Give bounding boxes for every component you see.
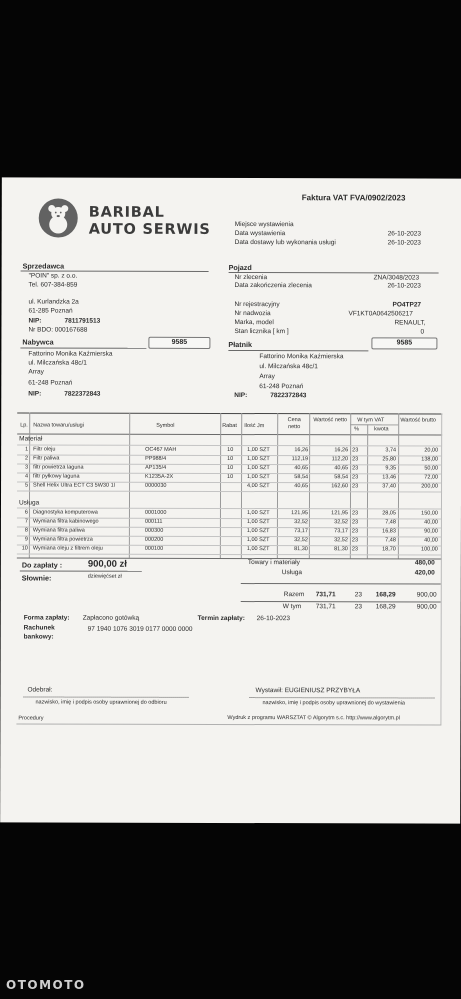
make-label: Marka, model bbox=[234, 319, 274, 327]
issue-date-value: 26-10-2023 bbox=[387, 230, 421, 238]
buyer-city: 61-248 Poznań bbox=[28, 379, 73, 387]
buyer-street: ul. Milczańska 48c/1 bbox=[28, 359, 87, 367]
recipient-label: Odebrał: bbox=[27, 686, 53, 694]
brand-name-line1: BARIBAL bbox=[88, 204, 165, 221]
cell-price: 73,17 bbox=[294, 528, 308, 535]
cell-symbol: 000200 bbox=[144, 536, 164, 543]
cell-name: Wymiana oleju z filtrem oleju bbox=[32, 545, 103, 552]
odometer-label: Stan licznika [ km ] bbox=[234, 328, 289, 336]
cell-pct: 23 bbox=[352, 456, 359, 463]
cell-qty: 4,00 SZT bbox=[247, 483, 270, 490]
buyer-nip-label: NIP: bbox=[28, 390, 42, 398]
words-label: Słownie: bbox=[21, 573, 52, 583]
payer-name: Fattorino Monika Kaźmierska bbox=[259, 353, 344, 361]
cell-symbol: OC467 MAH bbox=[145, 446, 177, 453]
cell-amt: 16,83 bbox=[382, 528, 396, 535]
cell-lp: 7 bbox=[24, 518, 28, 525]
odometer-value: 0 bbox=[420, 328, 425, 336]
cell-amt: 25,80 bbox=[382, 456, 397, 463]
cell-symbol: 000100 bbox=[144, 545, 164, 552]
cell-pct: 23 bbox=[352, 447, 359, 454]
payer-heading: Płatnik bbox=[228, 339, 252, 350]
cell-amt: 37,40 bbox=[382, 483, 397, 490]
completion-label: Data zakończenia zlecenia bbox=[234, 282, 312, 290]
cell-amt: 7,48 bbox=[385, 537, 396, 544]
cell-qty: 1,00 SZT bbox=[247, 474, 270, 481]
due-value: 900,00 zł bbox=[87, 558, 127, 570]
invoice-title: Faktura VAT FVA/0902/2023 bbox=[301, 193, 406, 203]
cell-rabat: 10 bbox=[227, 473, 234, 481]
issuer-note: nazwisko, imię i podpis osoby uprawnionej do wystawienia bbox=[262, 700, 405, 707]
cell-lp: 8 bbox=[24, 527, 28, 534]
cell-symbol: AP135/4 bbox=[145, 464, 167, 471]
col-vat: W tym VAT bbox=[357, 417, 385, 424]
bear-logo-icon bbox=[39, 198, 78, 237]
seller-name: "POIN" sp. z o.o. bbox=[28, 272, 78, 280]
buyer-heading: Nabywca bbox=[22, 337, 54, 347]
cell-pct: 23 bbox=[351, 510, 359, 517]
col-lp: Lp. bbox=[20, 422, 28, 429]
payer-nip-label: NIP: bbox=[234, 392, 248, 400]
service-total-value: 420,00 bbox=[414, 569, 435, 577]
cell-name: filtr powietrza laguna bbox=[33, 464, 84, 471]
place-label: Miejsce wystawienia bbox=[234, 221, 294, 229]
cell-name: Filtr oleju bbox=[33, 446, 56, 453]
cell-pct: 23 bbox=[351, 519, 359, 526]
buyer-name: Fattorino Monika Kaźmierska bbox=[28, 350, 113, 358]
issue-date-label: Data wystawienia bbox=[234, 230, 286, 238]
payment-term-label: Termin zapłaty: bbox=[197, 614, 245, 623]
cell-rabat: 10 bbox=[227, 464, 234, 472]
cell-qty: 1,00 SZT bbox=[246, 510, 270, 517]
cell-value: 16,26 bbox=[334, 447, 349, 454]
seller-street: ul. Kurlandzka 2a bbox=[28, 298, 79, 306]
sum-net: 731,71 bbox=[315, 591, 336, 599]
cell-price: 40,65 bbox=[294, 465, 309, 472]
cell-gross: 40,00 bbox=[424, 537, 438, 544]
cell-qty: 1,00 SZT bbox=[246, 546, 270, 553]
vin-value: VF1KT0A0642506217 bbox=[348, 310, 413, 318]
payment-term-value: 26-10-2023 bbox=[256, 615, 290, 623]
sum-gross: 900,00 bbox=[416, 591, 437, 599]
cell-price: 40,65 bbox=[294, 483, 309, 490]
sum-vat: 168,29 bbox=[375, 591, 396, 599]
cell-value: 40,65 bbox=[334, 465, 349, 472]
cell-name: Diagnostyka komputerowa bbox=[32, 509, 98, 516]
cell-symbol: PP988/4 bbox=[145, 455, 167, 462]
cell-lp: 3 bbox=[25, 464, 29, 471]
cell-symbol: 000111 bbox=[144, 518, 163, 525]
vin-label: Nr nadwozia bbox=[234, 310, 271, 318]
cell-gross: 20,00 bbox=[424, 447, 439, 454]
col-name: Nazwa towaru/usługi bbox=[33, 422, 84, 429]
cell-amt: 28,05 bbox=[382, 510, 396, 517]
cell-symbol: 0000030 bbox=[145, 482, 167, 489]
table-row-divider bbox=[17, 490, 441, 492]
cell-lp: 6 bbox=[24, 509, 28, 516]
goods-total-value: 480,00 bbox=[414, 559, 435, 567]
materials-section-label: Materiał bbox=[19, 435, 43, 443]
cell-price: 58,54 bbox=[294, 474, 309, 481]
incl-vat: 168,29 bbox=[375, 603, 396, 611]
cell-price: 16,26 bbox=[294, 447, 309, 454]
col-price: Cena netto bbox=[287, 417, 301, 431]
payer-city: 61-248 Poznań bbox=[259, 383, 304, 391]
cell-name: Wymiana filtra kabinowego bbox=[32, 518, 99, 525]
cell-value: 162,60 bbox=[331, 483, 349, 490]
goods-total-label: Towary i materiały bbox=[247, 559, 300, 567]
cell-price: 121,95 bbox=[291, 510, 308, 517]
col-vat-amt: kwota bbox=[374, 426, 389, 433]
cell-qty: 1,00 SZT bbox=[247, 456, 270, 463]
due-label: Do zapłaty : bbox=[21, 560, 63, 570]
completion-value: 26-10-2023 bbox=[387, 282, 421, 290]
cell-value: 58,54 bbox=[334, 474, 349, 481]
cell-name: Wymiana filtra powietrza bbox=[32, 536, 93, 543]
payer-street: ul. Milczańska 48c/1 bbox=[259, 363, 318, 371]
payer-code: 9585 bbox=[371, 337, 437, 349]
seller-city: 61-285 Poznań bbox=[28, 307, 73, 315]
seller-heading: Sprzedawca bbox=[22, 261, 65, 271]
seller-phone: Tel. 607-384-859 bbox=[28, 281, 78, 289]
cell-pct: 23 bbox=[352, 474, 359, 481]
cell-name: filtr pyłkowy laguna bbox=[33, 473, 80, 480]
cell-price: 32,52 bbox=[294, 519, 308, 526]
buyer-area: Array bbox=[28, 368, 44, 376]
seller-bdo: Nr BDO: 000167688 bbox=[28, 326, 88, 334]
service-total-label: Usługa bbox=[281, 569, 303, 577]
issuer-name: Wystawił: EUGIENIUSZ PRZYBYŁA bbox=[255, 687, 361, 695]
col-gross: Wartość brutto bbox=[400, 417, 436, 424]
cell-lp: 2 bbox=[25, 455, 29, 462]
order-value: ZNA/3048/2023 bbox=[373, 274, 420, 282]
incl-pct: 23 bbox=[354, 603, 362, 611]
procedure-label: Procedury bbox=[18, 715, 44, 722]
cell-pct: 23 bbox=[351, 537, 359, 544]
buyer-code: 9585 bbox=[148, 337, 210, 349]
payer-nip: 7822372843 bbox=[270, 392, 307, 400]
account-label-2: bankowy: bbox=[23, 633, 54, 641]
cell-symbol: 0001000 bbox=[144, 509, 167, 516]
services-section-label: Usługa bbox=[18, 499, 40, 507]
cell-lp: 1 bbox=[25, 446, 29, 453]
order-label: Nr zlecenia bbox=[234, 274, 268, 282]
cell-lp: 10 bbox=[21, 545, 28, 552]
cell-name: Filtr paliwa bbox=[33, 455, 60, 462]
cell-amt: 13,46 bbox=[382, 474, 397, 481]
delivery-date-label: Data dostawy lub wykonania usługi bbox=[234, 239, 336, 247]
recipient-note: nazwisko, imię i podpis osoby uprawnionej do odbioru bbox=[35, 699, 167, 706]
cell-price: 81,30 bbox=[294, 546, 308, 553]
col-vat-pct: % bbox=[354, 426, 360, 433]
cell-symbol: K1235A-2X bbox=[145, 473, 174, 480]
registration-label: Nr rejestracyjny bbox=[234, 301, 280, 309]
account-number: 97 1940 1076 3019 0177 0000 0000 bbox=[87, 625, 193, 633]
cell-name: Wymiana filtra paliwa bbox=[32, 527, 85, 534]
buyer-nip: 7822372843 bbox=[64, 390, 101, 398]
print-footer: Wydruk z programu WARSZTAT © Algorytm s.c. http://www.algorytm.pl bbox=[227, 714, 400, 722]
cell-qty: 1,00 SZT bbox=[246, 519, 270, 526]
cell-amt: 18,70 bbox=[382, 546, 396, 553]
col-qty: Ilość Jm bbox=[244, 423, 265, 430]
cell-pct: 23 bbox=[352, 465, 359, 472]
sum-pct: 23 bbox=[354, 591, 362, 599]
cell-gross: 40,00 bbox=[424, 519, 438, 526]
payment-form-value: Zapłacono gotówką bbox=[82, 614, 140, 622]
cell-qty: 1,00 SZT bbox=[246, 528, 270, 535]
cell-gross: 138,00 bbox=[421, 456, 439, 463]
otomoto-watermark: OTOMOTO bbox=[6, 978, 86, 992]
cell-lp: 5 bbox=[24, 482, 29, 489]
cell-qty: 1,00 SZT bbox=[247, 465, 270, 472]
table-row-divider bbox=[17, 553, 441, 555]
cell-value: 112,20 bbox=[331, 456, 349, 463]
cell-value: 121,95 bbox=[331, 510, 348, 517]
sum-label: Razem bbox=[283, 591, 305, 599]
cell-rabat: 10 bbox=[227, 455, 234, 463]
delivery-date-value: 26-10-2023 bbox=[387, 239, 421, 247]
cell-name: Shell Helix Ultra ECT C3 5W30 1l bbox=[33, 482, 115, 489]
cell-value: 73,17 bbox=[334, 528, 348, 535]
cell-lp: 9 bbox=[24, 536, 28, 543]
cell-amt: 7,48 bbox=[385, 519, 396, 526]
vehicle-heading: Pojazd bbox=[228, 262, 252, 273]
payer-area: Array bbox=[259, 373, 275, 381]
registration-value: PO4TP27 bbox=[392, 301, 422, 309]
cell-gross: 200,00 bbox=[421, 483, 439, 490]
incl-net: 731,71 bbox=[315, 603, 336, 611]
cell-value: 32,52 bbox=[334, 519, 348, 526]
payment-form-label: Forma zapłaty: bbox=[23, 614, 70, 622]
col-symbol: Symbol bbox=[156, 422, 175, 429]
cell-amt: 9,35 bbox=[385, 465, 397, 472]
cell-gross: 150,00 bbox=[421, 510, 438, 517]
words-value: dziewięćset zł bbox=[87, 573, 122, 580]
col-rabat: Rabat bbox=[222, 422, 237, 430]
account-label-1: Rachunek bbox=[23, 624, 55, 632]
seller-nip: 7811791513 bbox=[64, 317, 101, 325]
cell-price: 32,52 bbox=[294, 537, 308, 544]
col-value: Wartość netto bbox=[313, 417, 348, 424]
cell-value: 81,30 bbox=[334, 546, 348, 553]
cell-pct: 23 bbox=[352, 483, 359, 490]
brand-name-line2: AUTO SERWIS bbox=[88, 221, 211, 238]
cell-gross: 50,00 bbox=[424, 465, 439, 472]
cell-pct: 23 bbox=[351, 528, 359, 535]
cell-amt: 3,74 bbox=[385, 447, 397, 454]
cell-price: 112,19 bbox=[291, 456, 309, 463]
incl-label: W tym bbox=[282, 603, 302, 611]
cell-qty: 1,00 SZT bbox=[247, 447, 270, 454]
cell-symbol: 000300 bbox=[144, 527, 164, 534]
cell-gross: 90,00 bbox=[424, 528, 438, 535]
cell-gross: 100,00 bbox=[421, 546, 438, 553]
seller-nip-label: NIP: bbox=[28, 317, 42, 325]
cell-lp: 4 bbox=[24, 473, 29, 480]
cell-pct: 23 bbox=[351, 546, 359, 553]
make-value: RENAULT, bbox=[394, 319, 426, 327]
invoice-paper bbox=[0, 177, 461, 823]
cell-value: 32,52 bbox=[334, 537, 348, 544]
cell-qty: 1,00 SZT bbox=[246, 537, 270, 544]
cell-rabat: 10 bbox=[227, 446, 234, 454]
cell-gross: 72,00 bbox=[424, 474, 439, 481]
incl-gross: 900,00 bbox=[416, 603, 437, 611]
